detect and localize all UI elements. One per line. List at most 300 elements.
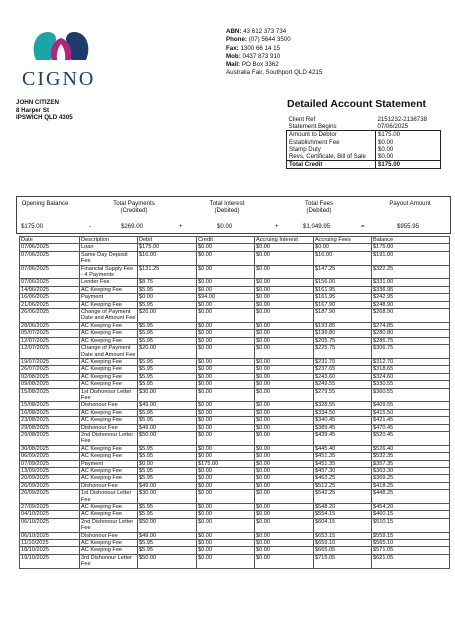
cell-description: AC Keeping Fee xyxy=(80,373,138,380)
cell-description: AC Keeping Fee xyxy=(80,286,138,293)
table-row xyxy=(20,322,450,329)
cell-date: 11/10/2025 xyxy=(20,540,80,547)
cell-date: 14/06/2025 xyxy=(20,286,80,293)
cell-accruing-interest: $0.00 xyxy=(255,468,314,475)
cell-description: 1st Dishonour Letter Fee xyxy=(80,490,138,504)
cell-accruing-interest: $0.00 xyxy=(255,504,314,511)
cell-date: 07/06/2025 xyxy=(20,244,80,251)
cell-credit: $0.00 xyxy=(197,366,255,373)
cell-debit: $0.00 xyxy=(138,460,197,467)
col-header-debit: Debit xyxy=(138,237,197,244)
cell-accruing-fees: $243.60 xyxy=(314,373,372,380)
cell-balance: $274.85 xyxy=(372,322,450,329)
cell-balance: $363.30 xyxy=(372,468,450,475)
cell-description: AC Keeping Fee xyxy=(80,417,138,424)
mail-label: Mail: xyxy=(226,61,241,69)
cell-accruing-interest: $0.00 xyxy=(255,322,314,329)
cell-date: 06/09/2025 xyxy=(20,453,80,460)
table-row xyxy=(20,301,450,308)
cell-accruing-fees: $715.05 xyxy=(314,554,372,568)
cell-date: 16/08/2025 xyxy=(20,409,80,416)
cell-debit: $20.00 xyxy=(138,309,197,323)
cell-debit: $49.00 xyxy=(138,532,197,539)
cell-date: 27/09/2025 xyxy=(20,504,80,511)
cell-debit: $5.95 xyxy=(138,475,197,482)
cell-accruing-fees: $328.55 xyxy=(314,402,372,409)
cell-accruing-interest: $0.00 xyxy=(255,409,314,416)
cell-balance: $322.25 xyxy=(372,265,450,279)
plus-operator-2: + xyxy=(275,223,279,230)
cell-credit: $0.00 xyxy=(197,475,255,482)
cell-date: 29/08/2025 xyxy=(20,431,80,445)
cell-accruing-interest: $0.00 xyxy=(255,388,314,402)
cell-accruing-interest: $0.00 xyxy=(255,402,314,409)
cell-debit: $5.95 xyxy=(138,409,197,416)
cell-credit: $0.00 xyxy=(197,518,255,532)
cell-balance: $448.25 xyxy=(372,490,450,504)
cell-description: Payment xyxy=(80,294,138,301)
cell-debit: $50.00 xyxy=(138,554,197,568)
cell-accruing-fees: $548.20 xyxy=(314,504,372,511)
cell-date: 19/07/2025 xyxy=(20,358,80,365)
cell-accruing-fees: $457.30 xyxy=(314,468,372,475)
cell-credit: $0.00 xyxy=(197,504,255,511)
cell-credit: $175.00 xyxy=(197,460,255,467)
cell-credit: $0.00 xyxy=(197,511,255,518)
cell-date: 26/07/2025 xyxy=(20,366,80,373)
cell-accruing-fees: $187.90 xyxy=(314,309,372,323)
table-row xyxy=(20,366,450,373)
cell-description: Loan xyxy=(80,244,138,251)
cell-debit: $5.95 xyxy=(138,540,197,547)
cell-balance: $330.55 xyxy=(372,381,450,388)
cell-accruing-fees: $249.55 xyxy=(314,381,372,388)
cell-balance: $306.75 xyxy=(372,345,450,359)
cell-balance: $621.05 xyxy=(372,554,450,568)
table-row xyxy=(20,388,450,402)
swan-logo-icon xyxy=(28,26,94,64)
table-row xyxy=(20,453,450,460)
table-row xyxy=(20,417,450,424)
total-payments-label: Total Payments (Credited) xyxy=(113,200,155,214)
table-row xyxy=(20,309,450,323)
cell-accruing-interest: $0.00 xyxy=(255,431,314,445)
table-row xyxy=(20,358,450,365)
cell-date: 02/08/2025 xyxy=(20,373,80,380)
cell-date: 09/08/2025 xyxy=(20,381,80,388)
cell-balance: $520.45 xyxy=(372,431,450,445)
abn-label: ABN: xyxy=(226,28,242,35)
table-row xyxy=(20,286,450,293)
phone-label: Phone: xyxy=(226,36,247,44)
cell-debit: $49.00 xyxy=(138,482,197,489)
cell-balance: $268.90 xyxy=(372,309,450,323)
cell-debit: $5.95 xyxy=(138,504,197,511)
cell-date: 07/06/2025 xyxy=(20,251,80,265)
cell-accruing-fees: $604.15 xyxy=(314,518,372,532)
table-row xyxy=(20,475,450,482)
cell-credit: $0.00 xyxy=(197,431,255,445)
cell-balance: $242.95 xyxy=(372,294,450,301)
table-row xyxy=(20,402,450,409)
table-row xyxy=(20,373,450,380)
mob-value: 0437 873 910 xyxy=(242,52,281,60)
cell-date: 19/10/2025 xyxy=(20,554,80,568)
cell-accruing-fees: $451.35 xyxy=(314,453,372,460)
phone-value: (07) 5644 3500 xyxy=(248,36,291,44)
cell-description: AC Keeping Fee xyxy=(80,547,138,554)
total-credit-label: Total Credit xyxy=(287,161,376,169)
cell-accruing-fees: $199.80 xyxy=(314,330,372,337)
cell-debit: $5.95 xyxy=(138,366,197,373)
cell-date: 12/07/2025 xyxy=(20,337,80,344)
cell-debit: $50.00 xyxy=(138,431,197,445)
mail-line1: PO Box 3362 xyxy=(241,61,279,69)
cell-description: 2nd Dishonour Letter Fee xyxy=(80,431,138,445)
table-row xyxy=(20,460,450,467)
cell-accruing-fees: $237.65 xyxy=(314,366,372,373)
cell-debit: $5.95 xyxy=(138,358,197,365)
table-row xyxy=(20,244,450,251)
cell-debit: $0.00 xyxy=(138,294,197,301)
cell-balance: $470.45 xyxy=(372,424,450,431)
fax-label: Fax: xyxy=(226,44,239,52)
ledger-header-row xyxy=(20,237,450,244)
cell-accruing-fees: $451.35 xyxy=(314,460,372,467)
cell-accruing-interest: $0.00 xyxy=(255,460,314,467)
cell-debit: $5.95 xyxy=(138,301,197,308)
cell-balance: $369.25 xyxy=(372,475,450,482)
cell-debit: $5.95 xyxy=(138,511,197,518)
cell-credit: $0.00 xyxy=(197,409,255,416)
cell-accruing-interest: $0.00 xyxy=(255,251,314,265)
cell-date: 12/07/2025 xyxy=(20,345,80,359)
cell-description: Dishonour Fee xyxy=(80,482,138,489)
table-row xyxy=(20,532,450,539)
cell-description: AC Keeping Fee xyxy=(80,330,138,337)
cell-description: Payment xyxy=(80,460,138,467)
equals-operator: = xyxy=(361,223,365,230)
cell-credit: $0.00 xyxy=(197,490,255,504)
cell-accruing-interest: $0.00 xyxy=(255,445,314,452)
cell-balance: $175.00 xyxy=(372,244,450,251)
cell-description: Dishonour Fee xyxy=(80,402,138,409)
cell-debit: $30.00 xyxy=(138,490,197,504)
cell-accruing-fees: $653.15 xyxy=(314,532,372,539)
cell-date: 07/06/2025 xyxy=(20,279,80,286)
fax-value: 1300 66 14 15 xyxy=(240,44,281,52)
total-interest-value: $0.00 xyxy=(217,223,233,230)
cell-debit: $5.95 xyxy=(138,373,197,380)
total-credit-value: $175.00 xyxy=(376,161,441,169)
cell-debit: $5.95 xyxy=(138,468,197,475)
minus-operator: - xyxy=(89,223,92,230)
cell-accruing-fees: $340.45 xyxy=(314,417,372,424)
statement-begins-value: 07/06/2025 xyxy=(377,123,408,131)
cell-accruing-fees: $193.85 xyxy=(314,322,372,329)
cell-description: AC Keeping Fee xyxy=(80,337,138,344)
cell-credit: $0.00 xyxy=(197,251,255,265)
cell-credit: $0.00 xyxy=(197,445,255,452)
cell-accruing-fees: $542.25 xyxy=(314,490,372,504)
cell-accruing-interest: $0.00 xyxy=(255,301,314,308)
cell-accruing-interest: $0.00 xyxy=(255,373,314,380)
cell-accruing-fees: $463.25 xyxy=(314,475,372,482)
cell-credit: $0.00 xyxy=(197,532,255,539)
client-ref-value: 2151232-2138738 xyxy=(377,116,427,123)
cell-balance: $510.15 xyxy=(372,518,450,532)
cell-debit: $5.95 xyxy=(138,547,197,554)
table-row xyxy=(20,490,450,504)
cell-balance: $559.15 xyxy=(372,532,450,539)
cell-accruing-fees: $659.10 xyxy=(314,540,372,547)
cell-debit: $49.00 xyxy=(138,402,197,409)
cell-date: 29/08/2025 xyxy=(20,424,80,431)
cell-balance: $532.35 xyxy=(372,453,450,460)
cell-accruing-fees: $389.45 xyxy=(314,424,372,431)
cell-credit: $0.00 xyxy=(197,322,255,329)
cell-credit: $94.00 xyxy=(197,294,255,301)
cell-credit: $0.00 xyxy=(197,373,255,380)
cell-date: 28/06/2025 xyxy=(20,322,80,329)
cell-debit: $5.95 xyxy=(138,417,197,424)
cell-accruing-interest: $0.00 xyxy=(255,547,314,554)
cell-accruing-fees: $231.70 xyxy=(314,358,372,365)
table-row xyxy=(20,409,450,416)
table-row xyxy=(20,251,450,265)
cell-description: AC Keeping Fee xyxy=(80,409,138,416)
cell-accruing-fees: $554.15 xyxy=(314,511,372,518)
cell-debit: $5.95 xyxy=(138,286,197,293)
cell-accruing-fees: $665.05 xyxy=(314,547,372,554)
cell-date: 15/08/2025 xyxy=(20,402,80,409)
cell-debit: $175.00 xyxy=(138,244,197,251)
amount-to-debtor-label: Amount to Debtor xyxy=(287,131,376,139)
cell-accruing-interest: $0.00 xyxy=(255,330,314,337)
cell-description: Lender Fee xyxy=(80,279,138,286)
client-ref-label: Client Ref xyxy=(288,116,316,123)
cell-balance: $286.75 xyxy=(372,337,450,344)
cell-description: Change of Payment Date and Amount Fee xyxy=(80,345,138,359)
amount-to-debtor-value: $175.00 xyxy=(376,131,441,139)
cell-debit: $5.95 xyxy=(138,445,197,452)
customer-street: 8 Harper St xyxy=(16,106,50,114)
cell-accruing-interest: $0.00 xyxy=(255,358,314,365)
total-interest-label: Total Interest (Debited) xyxy=(209,200,245,214)
cell-balance: $418.25 xyxy=(372,482,450,489)
cell-debit: $5.95 xyxy=(138,322,197,329)
table-row xyxy=(20,424,450,431)
cell-date: 05/07/2025 xyxy=(20,330,80,337)
cell-accruing-interest: $0.00 xyxy=(255,309,314,323)
cell-accruing-fees: $161.95 xyxy=(314,286,372,293)
cell-debit: $50.00 xyxy=(138,518,197,532)
customer-name: JOHN CITIZEN xyxy=(16,99,59,106)
cell-description: AC Keeping Fee xyxy=(80,468,138,475)
table-row xyxy=(20,381,450,388)
stamp-duty-value: $0.00 xyxy=(376,146,441,153)
cell-balance: $409.55 xyxy=(372,402,450,409)
cell-accruing-fees: $225.75 xyxy=(314,345,372,359)
cell-credit: $0.00 xyxy=(197,358,255,365)
mail-line2: Australia Fair, Southport QLD 4215 xyxy=(226,69,323,77)
cell-description: AC Keeping Fee xyxy=(80,445,138,452)
cell-credit: $0.00 xyxy=(197,381,255,388)
table-row xyxy=(20,265,450,279)
cell-accruing-interest: $0.00 xyxy=(255,511,314,518)
company-logo xyxy=(22,26,100,96)
stamp-duty-label: Stamp Duty xyxy=(287,146,376,153)
cell-balance: $336.95 xyxy=(372,286,450,293)
cell-credit: $0.00 xyxy=(197,547,255,554)
table-row xyxy=(20,330,450,337)
col-header-credit: Credit xyxy=(197,237,255,244)
cell-date: 23/08/2025 xyxy=(20,417,80,424)
cell-credit: $0.00 xyxy=(197,554,255,568)
cell-description: AC Keeping Fee xyxy=(80,366,138,373)
cell-debit: $5.95 xyxy=(138,381,197,388)
cell-date: 26/09/2025 xyxy=(20,482,80,489)
cell-description: AC Keeping Fee xyxy=(80,381,138,388)
cell-credit: $0.00 xyxy=(197,286,255,293)
cell-date: 16/06/2025 xyxy=(20,294,80,301)
cell-debit: $49.00 xyxy=(138,424,197,431)
cell-accruing-fees: $439.45 xyxy=(314,431,372,445)
cell-date: 21/06/2025 xyxy=(20,301,80,308)
cell-balance: $280.80 xyxy=(372,330,450,337)
cell-balance: $565.10 xyxy=(372,540,450,547)
cell-debit: $5.95 xyxy=(138,337,197,344)
table-row xyxy=(20,279,450,286)
cell-description: AC Keeping Fee xyxy=(80,358,138,365)
cell-accruing-fees: $161.95 xyxy=(314,294,372,301)
cell-accruing-interest: $0.00 xyxy=(255,366,314,373)
cell-description: 1st Dishonour Letter Fee xyxy=(80,388,138,402)
col-header-balance: Balance xyxy=(372,237,450,244)
total-fees-label: Total Fees (Debited) xyxy=(304,200,334,214)
cell-description: 3rd Dishonour Letter Fee xyxy=(80,554,138,568)
cell-debit: $5.95 xyxy=(138,330,197,337)
cell-accruing-fees: $147.25 xyxy=(314,265,372,279)
table-row xyxy=(20,511,450,518)
col-header-description: Description xyxy=(80,237,138,244)
revs-label: Revs, Certificate, Bill of Sale xyxy=(287,153,376,161)
cell-accruing-interest: $0.00 xyxy=(255,490,314,504)
cell-balance: $191.00 xyxy=(372,251,450,265)
customer-suburb: IPSWICH QLD 4305 xyxy=(16,114,73,122)
cell-balance: $526.40 xyxy=(372,445,450,452)
cell-date: 26/06/2025 xyxy=(20,309,80,323)
cell-accruing-interest: $0.00 xyxy=(255,286,314,293)
customer-address xyxy=(16,99,73,122)
cell-credit: $0.00 xyxy=(197,301,255,308)
cell-credit: $0.00 xyxy=(197,279,255,286)
cell-credit: $0.00 xyxy=(197,345,255,359)
cell-date: 07/09/2025 xyxy=(20,460,80,467)
cell-balance: $248.90 xyxy=(372,301,450,308)
table-row xyxy=(20,540,450,547)
cell-balance: $318.65 xyxy=(372,366,450,373)
cell-description: Financial Supply Fee - 4 Payments xyxy=(80,265,138,279)
cell-balance: $324.60 xyxy=(372,373,450,380)
cell-description: AC Keeping Fee xyxy=(80,511,138,518)
col-header-date: Date xyxy=(20,237,80,244)
table-row xyxy=(20,504,450,511)
cell-accruing-interest: $0.00 xyxy=(255,532,314,539)
cell-balance: $460.15 xyxy=(372,511,450,518)
cell-description: AC Keeping Fee xyxy=(80,475,138,482)
cell-date: 06/10/2025 xyxy=(20,532,80,539)
cell-accruing-fees: $512.25 xyxy=(314,482,372,489)
establishment-fee-label: Establishment Fee xyxy=(287,139,376,146)
cell-description: Change of Payment Date and Amount Fee xyxy=(80,309,138,323)
opening-balance-label: Opening Balance xyxy=(21,200,69,207)
cell-accruing-interest: $0.00 xyxy=(255,475,314,482)
table-row xyxy=(20,482,450,489)
cell-balance: $360.55 xyxy=(372,388,450,402)
cell-date: 26/09/2025 xyxy=(20,490,80,504)
cell-accruing-interest: $0.00 xyxy=(255,453,314,460)
statement-summary xyxy=(286,116,441,169)
cell-credit: $0.00 xyxy=(197,468,255,475)
cell-date: 18/10/2025 xyxy=(20,547,80,554)
cell-accruing-interest: $0.00 xyxy=(255,345,314,359)
cell-debit: $30.00 xyxy=(138,388,197,402)
opening-balance-value: $175.00 xyxy=(21,223,44,230)
cell-credit: $0.00 xyxy=(197,337,255,344)
plus-operator-1: + xyxy=(179,223,183,230)
cell-accruing-fees: $279.55 xyxy=(314,388,372,402)
total-fees-value: $1,049.95 xyxy=(303,223,331,230)
cell-balance: $331.00 xyxy=(372,279,450,286)
cell-description: Same Day Deposit Fee xyxy=(80,251,138,265)
cell-accruing-fees: $334.50 xyxy=(314,409,372,416)
table-row xyxy=(20,337,450,344)
cell-accruing-interest: $0.00 xyxy=(255,417,314,424)
cell-balance: $312.70 xyxy=(372,358,450,365)
ledger-table xyxy=(19,236,449,569)
table-row xyxy=(20,294,450,301)
cell-debit: $16.00 xyxy=(138,251,197,265)
cell-accruing-fees: $205.75 xyxy=(314,337,372,344)
payout-amount-label: Payout Amount xyxy=(389,200,431,207)
table-row xyxy=(20,547,450,554)
cell-accruing-fees: $167.90 xyxy=(314,301,372,308)
mob-label: Mob: xyxy=(226,52,241,60)
table-row xyxy=(20,445,450,452)
cell-description: AC Keeping Fee xyxy=(80,540,138,547)
totals-summary xyxy=(16,196,451,234)
cell-credit: $0.00 xyxy=(197,402,255,409)
statement-begins-label: Statement Begins xyxy=(288,123,337,131)
cell-accruing-interest: $0.00 xyxy=(255,294,314,301)
cell-accruing-fees: $16.00 xyxy=(314,251,372,265)
cell-debit: $20.00 xyxy=(138,345,197,359)
total-payments-value: $269.00 xyxy=(121,223,144,230)
cell-credit: $0.00 xyxy=(197,424,255,431)
cell-date: 04/10/2025 xyxy=(20,511,80,518)
col-header-accruing-fees: Accruing Fees xyxy=(314,237,372,244)
cell-debit: $131.25 xyxy=(138,265,197,279)
company-details xyxy=(226,28,322,78)
cell-credit: $0.00 xyxy=(197,330,255,337)
cell-credit: $0.00 xyxy=(197,388,255,402)
cell-date: 13/09/2025 xyxy=(20,468,80,475)
ledger-body xyxy=(20,244,450,568)
cell-balance: $421.45 xyxy=(372,417,450,424)
cell-accruing-fees: $445.40 xyxy=(314,445,372,452)
cell-debit: $8.75 xyxy=(138,279,197,286)
